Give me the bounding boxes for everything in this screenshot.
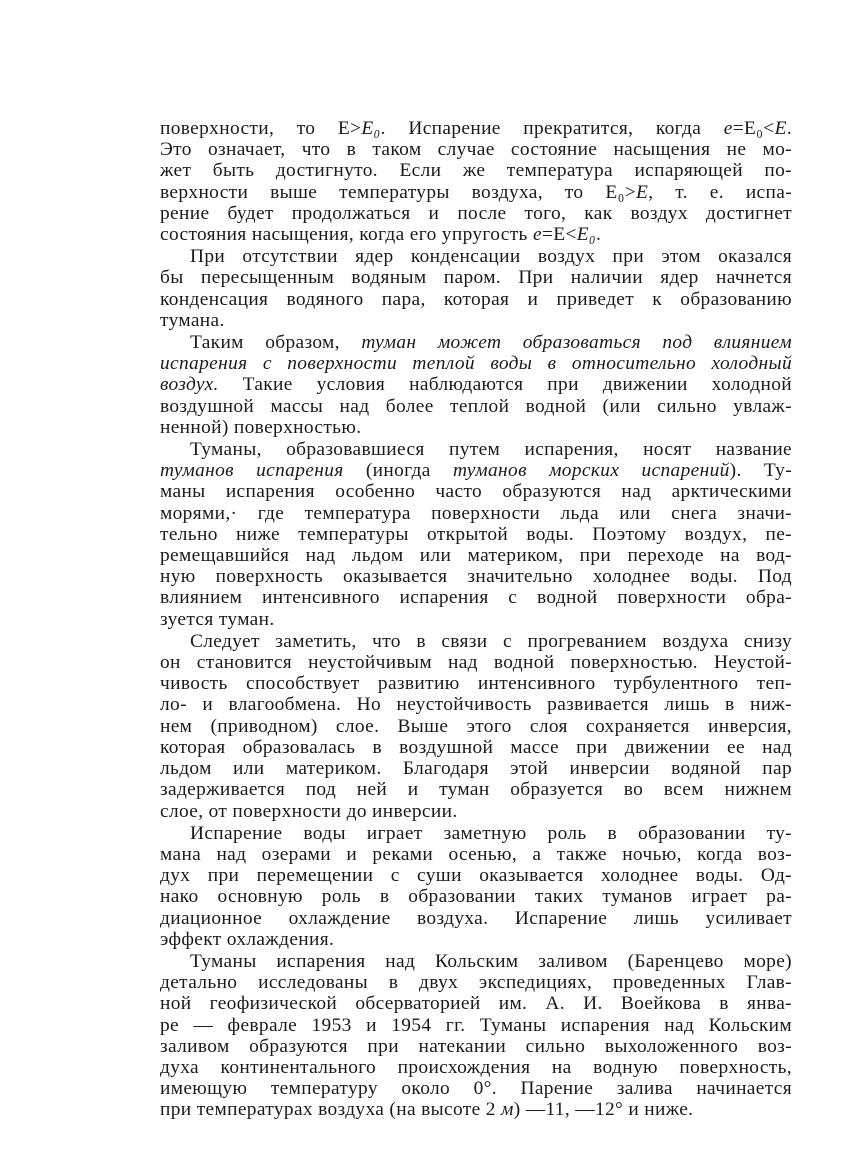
text-line: поверхности, то E>E₀. Испарение прекратится, когда e=E₀<E. bbox=[160, 118, 792, 139]
text-line: нем (приводном) слое. Выше этого слоя сохраняется инверсия, bbox=[160, 715, 792, 737]
text-line: жет быть достигнуто. Если же температура испаряющей по- bbox=[160, 160, 792, 182]
text-line: диационное охлаждение воздуха. Испарение лишь усиливает bbox=[160, 907, 792, 929]
text-line: Туманы испарения над Кольским заливом (Баренцево море) bbox=[190, 950, 792, 972]
paragraph-5 bbox=[160, 631, 792, 822]
text-line: Следует заметить, что в связи с прогреванием воздуха снизу bbox=[190, 630, 792, 652]
text-line: морями,· где температура поверхности льда или снега значи- bbox=[160, 502, 792, 524]
text-line: воздушной массы над более теплой водной (или сильно увлаж- bbox=[160, 395, 792, 417]
text-line: ре — феврале 1953 и 1954 гг. Туманы испарения над Кольским bbox=[160, 1014, 792, 1036]
text-line: При отсутствии ядер конденсации воздух при этом оказался bbox=[190, 246, 792, 268]
text-line: Таким образом, туман может образоваться под влиянием bbox=[190, 332, 792, 354]
paragraph-6 bbox=[160, 823, 792, 950]
text-line: льдом или материком. Благодаря этой инверсии водяной пар bbox=[160, 758, 792, 780]
text-line: ремещавшийся над льдом или материком, при переходе на вод- bbox=[160, 545, 792, 567]
text-line: имеющую температуру около 0°. Парение залива начинается bbox=[160, 1078, 792, 1100]
paragraph-7 bbox=[160, 951, 792, 1121]
text-line: дух при перемещении с суши оказывается холоднее воды. Од- bbox=[160, 865, 792, 887]
text-line: воздух. Такие условия наблюдаются при движении холодной bbox=[160, 374, 792, 396]
text-line: туманов испарения (иногда туманов морских испарений). Ту- bbox=[160, 460, 792, 482]
text-line: слое, от поверхности до инверсии. bbox=[160, 800, 458, 822]
text-line: заливом образуются при натекании сильно выхоложенного воз- bbox=[160, 1035, 792, 1057]
text-line: состояния насыщения, когда его упругость e=E<E₀. bbox=[160, 224, 602, 246]
text-line: духа континентального происхождения на водную поверхность, bbox=[160, 1056, 792, 1078]
text-line: тельно ниже температуры открытой воды. Поэтому воздух, пе- bbox=[160, 523, 792, 545]
paragraph-3 bbox=[160, 332, 792, 438]
text-line: зуется туман. bbox=[160, 608, 275, 630]
text-line: детально исследованы в двух экспедициях, проведенных Глав- bbox=[160, 972, 792, 994]
text-line: он становится неустойчивым над водной поверхностью. Неустой- bbox=[160, 652, 792, 674]
document-page bbox=[160, 118, 792, 1121]
text-line: эффект охлаждения. bbox=[160, 928, 335, 950]
text-line: испарения с поверхности теплой воды в относительно холодный bbox=[160, 353, 792, 375]
text-line: задерживается под ней и туман образуется во всем нижнем bbox=[160, 779, 792, 801]
text-line: маны испарения особенно часто образуются над арктическими bbox=[160, 481, 792, 503]
paragraph-2 bbox=[160, 246, 792, 331]
text-line: верхности выше температуры воздуха, то E₀>E, т. е. испа- bbox=[160, 181, 793, 203]
text-line: конденсация водяного пара, которая и приведет к образованию bbox=[160, 288, 792, 310]
text-line: бы пересыщенным водяным паром. При наличии ядер начнется bbox=[160, 267, 792, 289]
text-line: нако основную роль в образовании таких туманов играет ра- bbox=[160, 886, 792, 908]
text-line: которая образовалась в воздушной массе при движении ее над bbox=[160, 736, 792, 758]
text-line: ной геофизической обсерваторией им. А. И. Воейкова в янва- bbox=[160, 993, 792, 1015]
text-line: ную поверхность оказывается значительно холоднее воды. Под bbox=[160, 566, 792, 588]
text-line: рение будет продолжаться и после того, как воздух достигнет bbox=[160, 202, 792, 224]
text-line: Туманы, образовавшиеся путем испарения, носят название bbox=[190, 439, 792, 461]
text-line: чивость способствует развитию интенсивного турбулентного теп- bbox=[160, 673, 792, 695]
text-line: при температурах воздуха (на высоте 2 м) —11, —12° и ниже. bbox=[160, 1099, 694, 1121]
text-line: влиянием интенсивного испарения с водной поверхности обра- bbox=[160, 587, 792, 609]
text-line: Испарение воды играет заметную роль в образовании ту- bbox=[190, 822, 792, 844]
text-line: Это означает, что в таком случае состояние насыщения не мо- bbox=[160, 139, 792, 161]
text-line: ло- и влагообмена. Но неустойчивость развивается лишь в ниж- bbox=[160, 694, 792, 716]
text-line: мана над озерами и реками осенью, а также ночью, когда воз- bbox=[160, 843, 792, 865]
paragraph-4 bbox=[160, 439, 792, 630]
text-line: тумана. bbox=[160, 309, 225, 331]
text-line: ненной) поверхностью. bbox=[160, 416, 362, 438]
paragraph-1 bbox=[160, 118, 792, 245]
